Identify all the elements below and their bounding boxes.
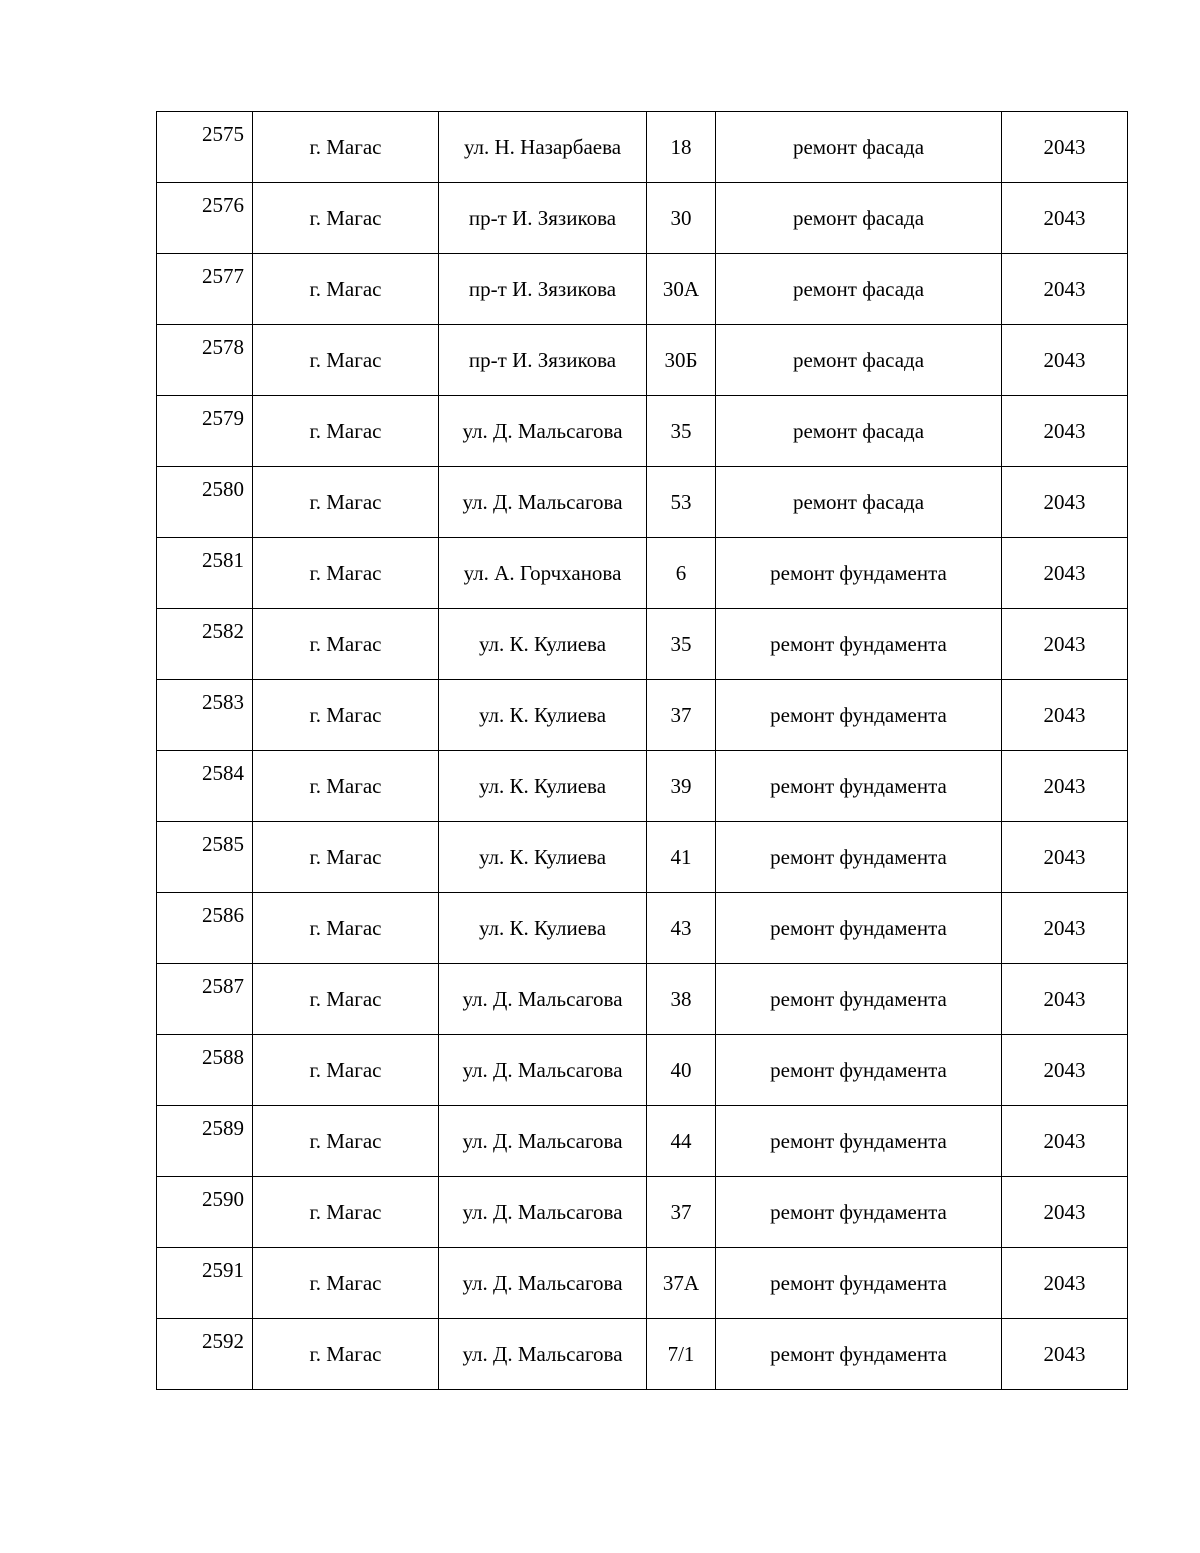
row-number-cell: 2582 — [157, 609, 253, 680]
city-cell: г. Магас — [253, 1248, 439, 1319]
row-number-cell: 2591 — [157, 1248, 253, 1319]
table-row — [157, 325, 1128, 396]
year-cell: 2043 — [1002, 1319, 1128, 1390]
city-cell: г. Магас — [253, 1106, 439, 1177]
house-number-cell: 41 — [647, 822, 716, 893]
house-number-cell: 35 — [647, 396, 716, 467]
year-cell: 2043 — [1002, 396, 1128, 467]
work-type-cell: ремонт фасада — [716, 325, 1002, 396]
house-number-cell: 35 — [647, 609, 716, 680]
house-number-cell: 40 — [647, 1035, 716, 1106]
street-cell: ул. Д. Мальсагова — [439, 1319, 647, 1390]
street-cell: ул. К. Кулиева — [439, 751, 647, 822]
table-row — [157, 1177, 1128, 1248]
city-cell: г. Магас — [253, 964, 439, 1035]
house-number-cell: 30 — [647, 183, 716, 254]
city-cell: г. Магас — [253, 609, 439, 680]
house-number-cell: 7/1 — [647, 1319, 716, 1390]
city-cell: г. Магас — [253, 1319, 439, 1390]
year-cell: 2043 — [1002, 112, 1128, 183]
street-cell: ул. Д. Мальсагова — [439, 1035, 647, 1106]
row-number-cell: 2585 — [157, 822, 253, 893]
work-type-cell: ремонт фундамента — [716, 1248, 1002, 1319]
row-number-cell: 2589 — [157, 1106, 253, 1177]
city-cell: г. Магас — [253, 822, 439, 893]
house-number-cell: 39 — [647, 751, 716, 822]
year-cell: 2043 — [1002, 254, 1128, 325]
year-cell: 2043 — [1002, 680, 1128, 751]
house-number-cell: 30Б — [647, 325, 716, 396]
year-cell: 2043 — [1002, 183, 1128, 254]
work-type-cell: ремонт фасада — [716, 183, 1002, 254]
street-cell: ул. Д. Мальсагова — [439, 1177, 647, 1248]
row-number-cell: 2584 — [157, 751, 253, 822]
street-cell: ул. Д. Мальсагова — [439, 467, 647, 538]
year-cell: 2043 — [1002, 964, 1128, 1035]
table-row — [157, 1106, 1128, 1177]
house-number-cell: 6 — [647, 538, 716, 609]
table-row — [157, 680, 1128, 751]
street-cell: ул. Д. Мальсагова — [439, 964, 647, 1035]
city-cell: г. Магас — [253, 751, 439, 822]
row-number-cell: 2586 — [157, 893, 253, 964]
row-number-cell: 2580 — [157, 467, 253, 538]
work-type-cell: ремонт фасада — [716, 112, 1002, 183]
house-number-cell: 18 — [647, 112, 716, 183]
house-number-cell: 44 — [647, 1106, 716, 1177]
work-type-cell: ремонт фундамента — [716, 538, 1002, 609]
work-type-cell: ремонт фундамента — [716, 751, 1002, 822]
table-row — [157, 467, 1128, 538]
table-row — [157, 112, 1128, 183]
row-number-cell: 2590 — [157, 1177, 253, 1248]
city-cell: г. Магас — [253, 538, 439, 609]
table-row — [157, 751, 1128, 822]
table-row — [157, 538, 1128, 609]
street-cell: пр-т И. Зязикова — [439, 183, 647, 254]
year-cell: 2043 — [1002, 751, 1128, 822]
table-row — [157, 183, 1128, 254]
year-cell: 2043 — [1002, 467, 1128, 538]
year-cell: 2043 — [1002, 822, 1128, 893]
work-type-cell: ремонт фундамента — [716, 1106, 1002, 1177]
year-cell: 2043 — [1002, 1248, 1128, 1319]
year-cell: 2043 — [1002, 893, 1128, 964]
table-row — [157, 1319, 1128, 1390]
city-cell: г. Магас — [253, 254, 439, 325]
street-cell: ул. Д. Мальсагова — [439, 1248, 647, 1319]
street-cell: ул. К. Кулиева — [439, 680, 647, 751]
city-cell: г. Магас — [253, 112, 439, 183]
city-cell: г. Магас — [253, 893, 439, 964]
street-cell: пр-т И. Зязикова — [439, 254, 647, 325]
row-number-cell: 2576 — [157, 183, 253, 254]
city-cell: г. Магас — [253, 467, 439, 538]
row-number-cell: 2581 — [157, 538, 253, 609]
buildings-table — [156, 111, 1128, 1390]
table-row — [157, 396, 1128, 467]
work-type-cell: ремонт фундамента — [716, 893, 1002, 964]
house-number-cell: 30А — [647, 254, 716, 325]
work-type-cell: ремонт фундамента — [716, 609, 1002, 680]
table-row — [157, 1035, 1128, 1106]
house-number-cell: 37 — [647, 680, 716, 751]
work-type-cell: ремонт фундамента — [716, 822, 1002, 893]
house-number-cell: 38 — [647, 964, 716, 1035]
street-cell: ул. К. Кулиева — [439, 609, 647, 680]
street-cell: ул. Д. Мальсагова — [439, 1106, 647, 1177]
city-cell: г. Магас — [253, 325, 439, 396]
year-cell: 2043 — [1002, 1177, 1128, 1248]
city-cell: г. Магас — [253, 1177, 439, 1248]
city-cell: г. Магас — [253, 680, 439, 751]
work-type-cell: ремонт фундамента — [716, 1035, 1002, 1106]
row-number-cell: 2577 — [157, 254, 253, 325]
year-cell: 2043 — [1002, 609, 1128, 680]
work-type-cell: ремонт фасада — [716, 254, 1002, 325]
street-cell: пр-т И. Зязикова — [439, 325, 647, 396]
street-cell: ул. Д. Мальсагова — [439, 396, 647, 467]
street-cell: ул. К. Кулиева — [439, 822, 647, 893]
table-row — [157, 609, 1128, 680]
work-type-cell: ремонт фундамента — [716, 1319, 1002, 1390]
house-number-cell: 53 — [647, 467, 716, 538]
house-number-cell: 43 — [647, 893, 716, 964]
street-cell: ул. А. Горчханова — [439, 538, 647, 609]
year-cell: 2043 — [1002, 538, 1128, 609]
work-type-cell: ремонт фундамента — [716, 680, 1002, 751]
row-number-cell: 2579 — [157, 396, 253, 467]
table-row — [157, 893, 1128, 964]
work-type-cell: ремонт фасада — [716, 467, 1002, 538]
table-row — [157, 964, 1128, 1035]
house-number-cell: 37А — [647, 1248, 716, 1319]
row-number-cell: 2588 — [157, 1035, 253, 1106]
table-row — [157, 822, 1128, 893]
year-cell: 2043 — [1002, 1035, 1128, 1106]
row-number-cell: 2587 — [157, 964, 253, 1035]
year-cell: 2043 — [1002, 325, 1128, 396]
street-cell: ул. Н. Назарбаева — [439, 112, 647, 183]
city-cell: г. Магас — [253, 1035, 439, 1106]
work-type-cell: ремонт фасада — [716, 396, 1002, 467]
year-cell: 2043 — [1002, 1106, 1128, 1177]
row-number-cell: 2578 — [157, 325, 253, 396]
city-cell: г. Магас — [253, 183, 439, 254]
city-cell: г. Магас — [253, 396, 439, 467]
house-number-cell: 37 — [647, 1177, 716, 1248]
work-type-cell: ремонт фундамента — [716, 964, 1002, 1035]
row-number-cell: 2592 — [157, 1319, 253, 1390]
row-number-cell: 2583 — [157, 680, 253, 751]
table-body — [157, 112, 1128, 1390]
row-number-cell: 2575 — [157, 112, 253, 183]
table-row — [157, 1248, 1128, 1319]
work-type-cell: ремонт фундамента — [716, 1177, 1002, 1248]
table-row — [157, 254, 1128, 325]
street-cell: ул. К. Кулиева — [439, 893, 647, 964]
